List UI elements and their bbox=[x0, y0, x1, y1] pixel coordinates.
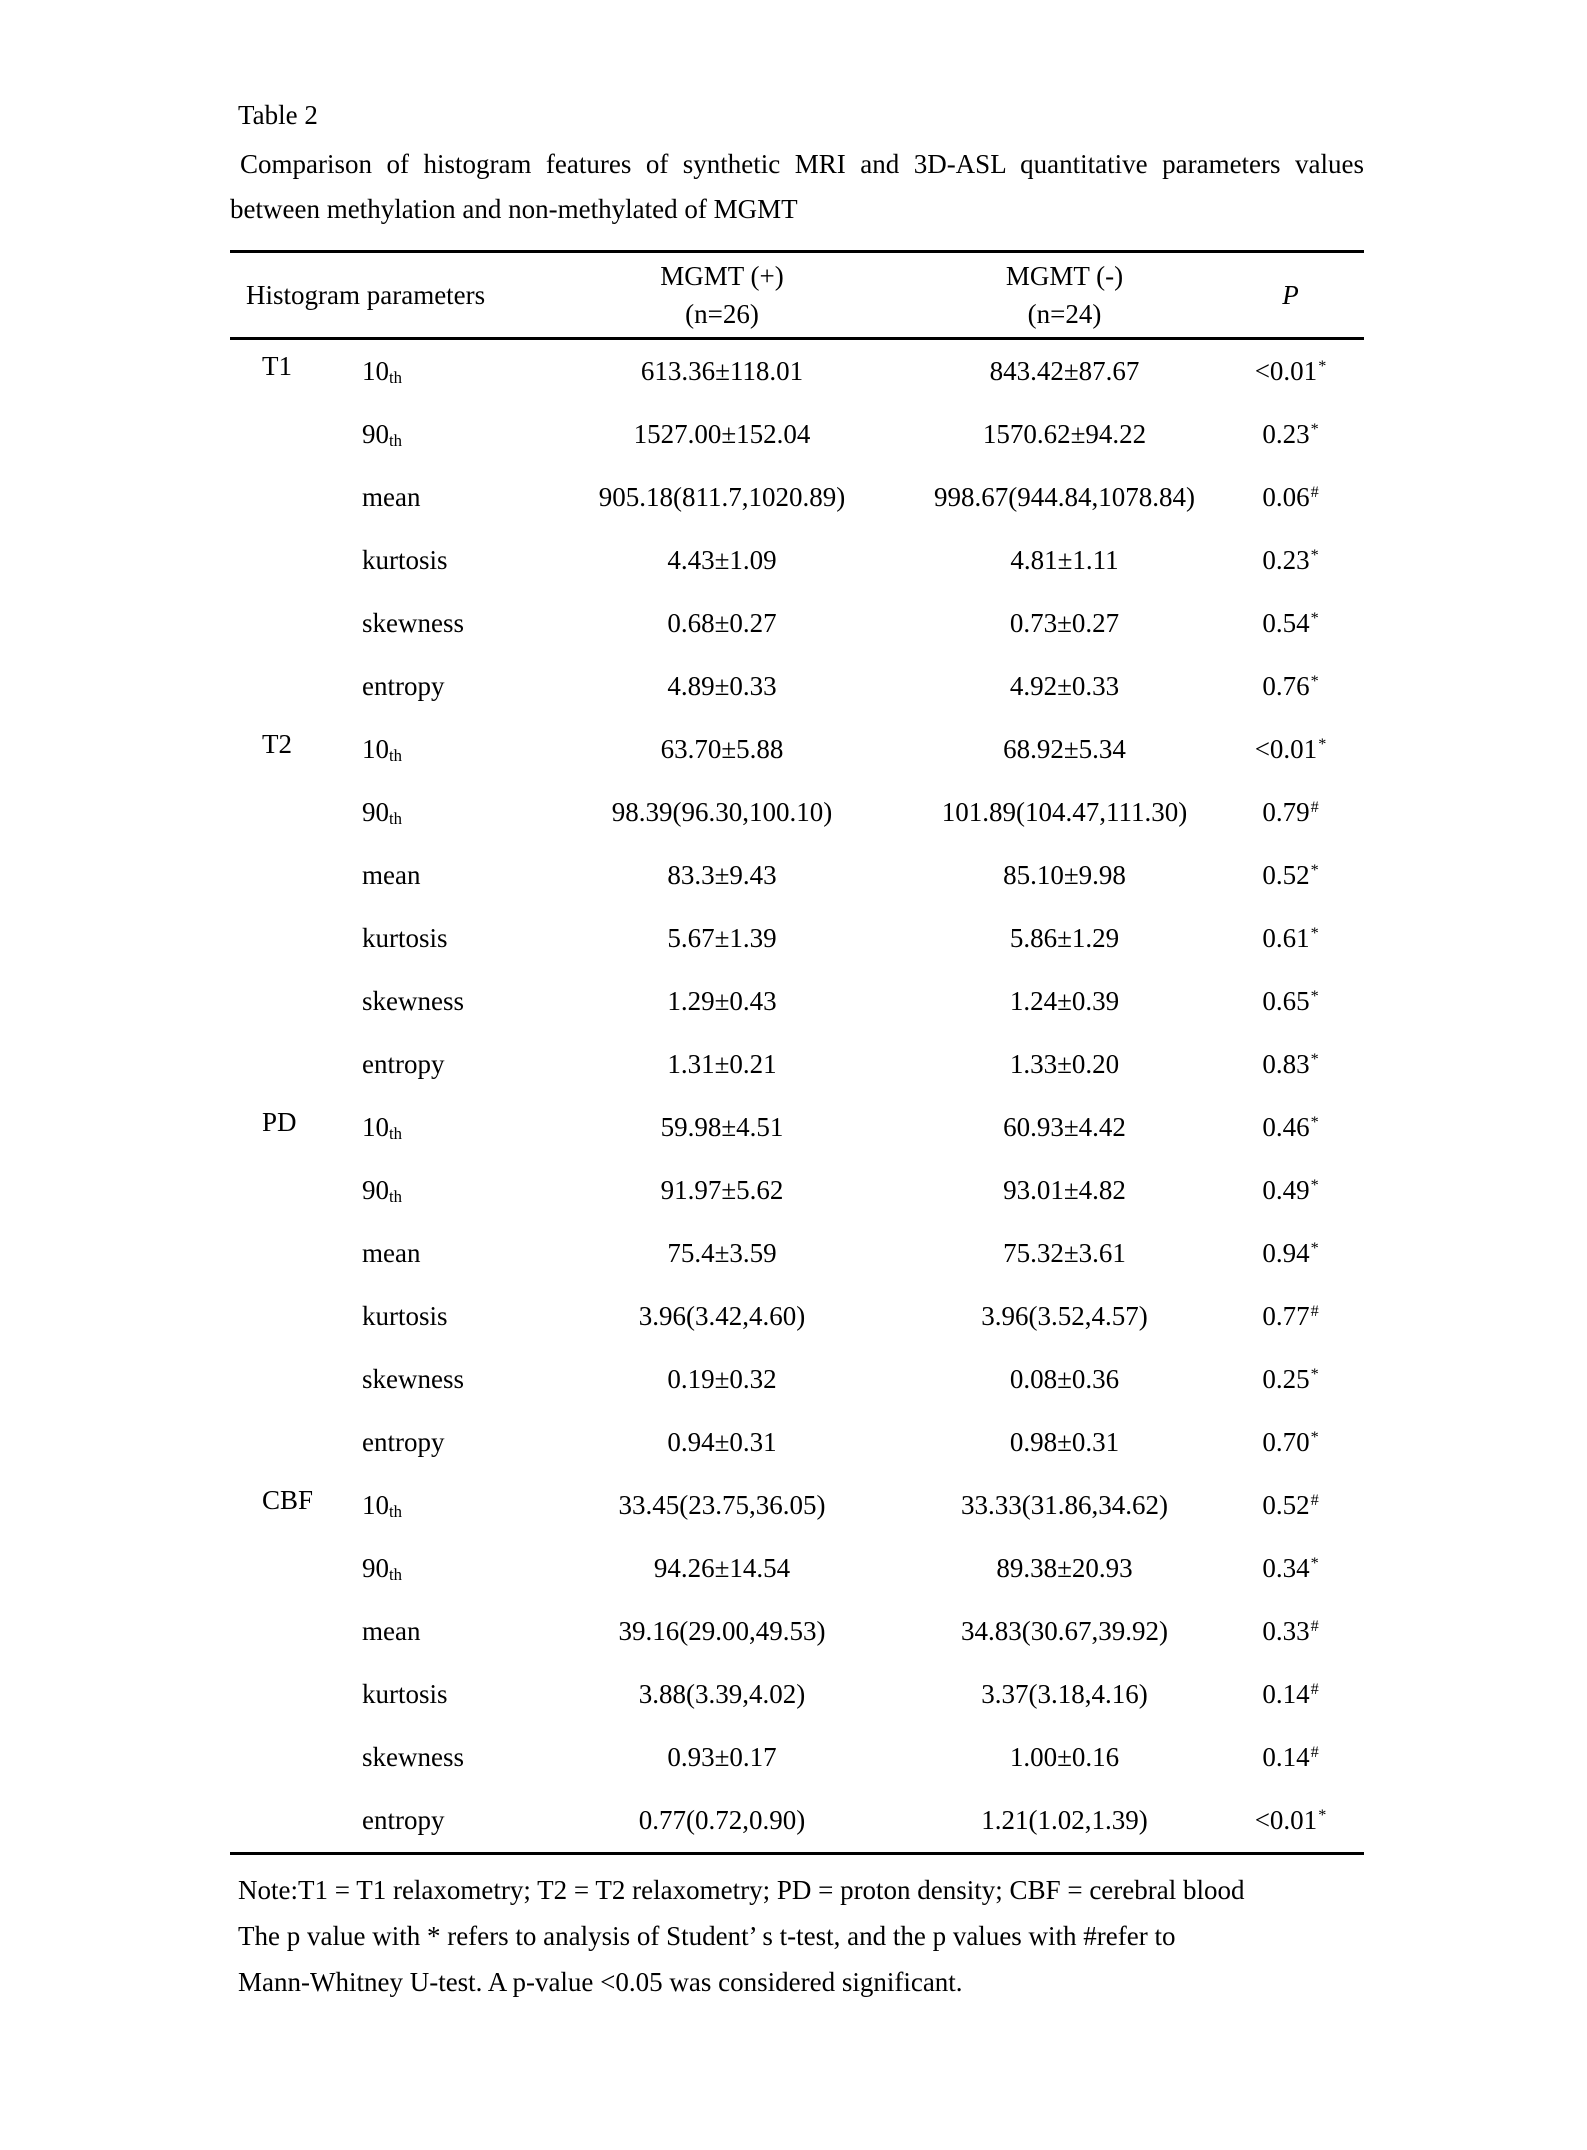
param-text: 90 bbox=[362, 797, 389, 827]
table-row bbox=[230, 1411, 1364, 1474]
header-mgmt-positive bbox=[532, 257, 912, 333]
p-value bbox=[1217, 1427, 1364, 1458]
p-text: 0.49 bbox=[1262, 1175, 1310, 1205]
param-text: mean bbox=[362, 860, 421, 890]
param-label bbox=[362, 1805, 532, 1836]
mgmt-negative-value: 89.38±20.93 bbox=[996, 1553, 1133, 1583]
p-text: <0.01 bbox=[1254, 356, 1318, 386]
param-label bbox=[362, 1616, 532, 1647]
p-value bbox=[1217, 797, 1364, 828]
table-row bbox=[230, 466, 1364, 529]
param-label bbox=[362, 986, 532, 1017]
param-subscript: th bbox=[389, 809, 403, 828]
p-text: 0.61 bbox=[1262, 923, 1310, 953]
p-superscript: * bbox=[1310, 1554, 1319, 1573]
p-superscript: # bbox=[1310, 483, 1319, 502]
mgmt-negative-value: 1.24±0.39 bbox=[1009, 986, 1120, 1016]
section-label-pd: PD bbox=[262, 1107, 297, 1137]
param-label bbox=[362, 356, 532, 387]
p-superscript: * bbox=[1318, 357, 1327, 376]
p-value bbox=[1217, 1238, 1364, 1269]
param-subscript: th bbox=[389, 368, 403, 387]
p-value bbox=[1217, 1175, 1364, 1206]
p-text: 0.83 bbox=[1262, 1049, 1310, 1079]
p-value bbox=[1217, 671, 1364, 702]
table-row bbox=[230, 1222, 1364, 1285]
header-p: P bbox=[1282, 279, 1299, 310]
page-content bbox=[230, 98, 1364, 2005]
section-label-cbf: CBF bbox=[262, 1485, 314, 1515]
param-label bbox=[362, 860, 532, 891]
p-superscript: # bbox=[1310, 1617, 1319, 1636]
p-value bbox=[1217, 482, 1364, 513]
param-label bbox=[362, 545, 532, 576]
p-superscript: * bbox=[1310, 1365, 1319, 1384]
mgmt-negative-value: 34.83(30.67,39.92) bbox=[961, 1616, 1168, 1646]
p-value bbox=[1217, 1742, 1364, 1773]
param-text: entropy bbox=[362, 1427, 445, 1457]
table-row bbox=[230, 1537, 1364, 1600]
table-row bbox=[230, 655, 1364, 718]
p-text: 0.77 bbox=[1262, 1301, 1310, 1331]
mgmt-positive-value: 63.70±5.88 bbox=[660, 734, 784, 764]
param-text: 90 bbox=[362, 1175, 389, 1205]
mgmt-negative-value: 68.92±5.34 bbox=[1003, 734, 1126, 764]
table-row bbox=[230, 844, 1364, 907]
table-row bbox=[230, 592, 1364, 655]
p-value bbox=[1217, 1805, 1364, 1836]
table-row bbox=[230, 970, 1364, 1033]
mgmt-positive-value: 1.31±0.21 bbox=[667, 1049, 777, 1079]
table-row bbox=[230, 1348, 1364, 1411]
table-row bbox=[230, 1285, 1364, 1348]
mgmt-negative-value: 3.37(3.18,4.16) bbox=[981, 1679, 1148, 1709]
param-label bbox=[362, 797, 532, 828]
p-superscript: * bbox=[1310, 420, 1319, 439]
p-superscript: * bbox=[1318, 1806, 1327, 1825]
mgmt-positive-value: 1.29±0.43 bbox=[667, 986, 777, 1016]
p-superscript: * bbox=[1310, 1239, 1319, 1258]
p-superscript: * bbox=[1318, 735, 1327, 754]
mgmt-negative-value: 0.73±0.27 bbox=[1009, 608, 1120, 638]
param-label bbox=[362, 923, 532, 954]
p-value bbox=[1217, 545, 1364, 576]
mgmt-positive-value: 33.45(23.75,36.05) bbox=[618, 1490, 826, 1520]
mgmt-negative-value: 1.00±0.16 bbox=[1009, 1742, 1120, 1772]
param-label bbox=[362, 1553, 532, 1584]
param-text: mean bbox=[362, 1238, 421, 1268]
p-superscript: # bbox=[1310, 1743, 1319, 1762]
p-superscript: # bbox=[1310, 1680, 1319, 1699]
p-text: 0.46 bbox=[1262, 1112, 1310, 1142]
caption-line-1: Comparison of histogram features of synthetic MRI and 3D-ASL quantitative parameters values bbox=[240, 149, 1364, 179]
table-row bbox=[230, 403, 1364, 466]
data-table bbox=[230, 250, 1364, 1855]
param-label bbox=[362, 1049, 532, 1080]
param-text: skewness bbox=[362, 1742, 464, 1772]
param-label bbox=[362, 1301, 532, 1332]
p-text: 0.06 bbox=[1262, 482, 1310, 512]
note-line-1: Note:T1 = T1 relaxometry; T2 = T2 relaxometry; PD = proton density; CBF = cerebral blood bbox=[238, 1875, 1245, 1905]
mgmt-negative-value: 75.32±3.61 bbox=[1003, 1238, 1126, 1268]
table-row bbox=[230, 781, 1364, 844]
param-subscript: th bbox=[389, 746, 403, 765]
p-value bbox=[1217, 860, 1364, 891]
mgmt-positive-value: 0.77(0.72,0.90) bbox=[638, 1805, 806, 1835]
header-mgmt-negative-name: MGMT (-) bbox=[1005, 261, 1124, 291]
mgmt-positive-value: 83.3±9.43 bbox=[667, 860, 777, 890]
mgmt-negative-value: 101.89(104.47,111.30) bbox=[941, 797, 1188, 827]
mgmt-negative-value: 1.21(1.02,1.39) bbox=[981, 1805, 1148, 1835]
p-text: 0.94 bbox=[1262, 1238, 1310, 1268]
param-label bbox=[362, 419, 532, 450]
p-value bbox=[1217, 1553, 1364, 1584]
header-mgmt-negative bbox=[912, 257, 1217, 333]
param-text: mean bbox=[362, 482, 421, 512]
p-text: 0.76 bbox=[1262, 671, 1310, 701]
p-text: 0.54 bbox=[1262, 608, 1310, 638]
table-row bbox=[230, 1474, 1364, 1537]
table-row bbox=[230, 718, 1364, 781]
mgmt-positive-value: 0.94±0.31 bbox=[667, 1427, 777, 1457]
param-label bbox=[362, 1742, 532, 1773]
p-value bbox=[1217, 608, 1364, 639]
param-text: kurtosis bbox=[362, 1301, 448, 1331]
note-line-2: The p value with * refers to analysis of Student’ s t-test, and the p values with #refer to bbox=[238, 1921, 1176, 1951]
param-text: kurtosis bbox=[362, 923, 448, 953]
table-row bbox=[230, 1789, 1364, 1852]
mgmt-negative-value: 93.01±4.82 bbox=[1003, 1175, 1126, 1205]
p-text: 0.52 bbox=[1262, 1490, 1310, 1520]
mgmt-positive-value: 0.93±0.17 bbox=[667, 1742, 777, 1772]
mgmt-positive-value: 3.96(3.42,4.60) bbox=[638, 1301, 806, 1331]
param-text: 90 bbox=[362, 1553, 389, 1583]
table-row bbox=[230, 1600, 1364, 1663]
p-superscript: * bbox=[1310, 1113, 1319, 1132]
p-superscript: * bbox=[1310, 546, 1319, 565]
section-label-t1: T1 bbox=[262, 351, 292, 381]
p-text: 0.23 bbox=[1262, 419, 1310, 449]
param-text: entropy bbox=[362, 1805, 445, 1835]
p-superscript: # bbox=[1310, 798, 1319, 817]
mgmt-positive-value: 1527.00±152.04 bbox=[633, 419, 811, 449]
mgmt-negative-value: 33.33(31.86,34.62) bbox=[961, 1490, 1168, 1520]
mgmt-positive-value: 91.97±5.62 bbox=[660, 1175, 784, 1205]
param-text: kurtosis bbox=[362, 1679, 448, 1709]
table-row bbox=[230, 1033, 1364, 1096]
param-subscript: th bbox=[389, 1187, 403, 1206]
param-text: skewness bbox=[362, 1364, 464, 1394]
param-subscript: th bbox=[389, 1565, 403, 1584]
table-body bbox=[230, 340, 1364, 1852]
note-line-3: Mann-Whitney U-test. A p-value <0.05 was considered significant. bbox=[238, 1967, 963, 1997]
p-value bbox=[1217, 1364, 1364, 1395]
p-superscript: * bbox=[1310, 1428, 1319, 1447]
param-text: entropy bbox=[362, 1049, 445, 1079]
param-text: skewness bbox=[362, 986, 464, 1016]
mgmt-positive-value: 3.88(3.39,4.02) bbox=[638, 1679, 806, 1709]
mgmt-negative-value: 843.42±87.67 bbox=[989, 356, 1140, 386]
mgmt-positive-value: 613.36±118.01 bbox=[640, 356, 804, 386]
mgmt-negative-value: 0.98±0.31 bbox=[1009, 1427, 1120, 1457]
param-label bbox=[362, 1112, 532, 1143]
mgmt-negative-value: 998.67(944.84,1078.84) bbox=[934, 482, 1195, 512]
mgmt-negative-value: 3.96(3.52,4.57) bbox=[981, 1301, 1148, 1331]
caption-line-2: between methylation and non-methylated of MGMT bbox=[230, 194, 798, 224]
param-label bbox=[362, 1364, 532, 1395]
mgmt-positive-value: 0.68±0.27 bbox=[667, 608, 777, 638]
p-text: 0.65 bbox=[1262, 986, 1310, 1016]
table-caption bbox=[230, 142, 1364, 232]
param-text: 10 bbox=[362, 1112, 389, 1142]
mgmt-positive-value: 4.89±0.33 bbox=[667, 671, 777, 701]
mgmt-negative-value: 4.92±0.33 bbox=[1009, 671, 1120, 701]
param-label bbox=[362, 1238, 532, 1269]
param-text: 10 bbox=[362, 1490, 389, 1520]
p-text: <0.01 bbox=[1254, 734, 1318, 764]
p-superscript: * bbox=[1310, 672, 1319, 691]
param-label bbox=[362, 734, 532, 765]
p-text: 0.33 bbox=[1262, 1616, 1310, 1646]
p-text: <0.01 bbox=[1254, 1805, 1318, 1835]
param-label bbox=[362, 1679, 532, 1710]
table-note bbox=[230, 1867, 1364, 2005]
mgmt-positive-value: 39.16(29.00,49.53) bbox=[618, 1616, 826, 1646]
mgmt-negative-value: 85.10±9.98 bbox=[1003, 860, 1126, 890]
param-label bbox=[362, 1490, 532, 1521]
p-value bbox=[1217, 1049, 1364, 1080]
param-label bbox=[362, 608, 532, 639]
p-superscript: # bbox=[1310, 1302, 1319, 1321]
mgmt-negative-value: 4.81±1.11 bbox=[1010, 545, 1119, 575]
param-text: kurtosis bbox=[362, 545, 448, 575]
table-header-row bbox=[230, 253, 1364, 340]
mgmt-positive-value: 4.43±1.09 bbox=[667, 545, 777, 575]
p-superscript: * bbox=[1310, 861, 1319, 880]
p-value bbox=[1217, 734, 1364, 765]
p-text: 0.23 bbox=[1262, 545, 1310, 575]
p-value bbox=[1217, 419, 1364, 450]
header-mgmt-positive-name: MGMT (+) bbox=[660, 261, 784, 291]
mgmt-negative-value: 60.93±4.42 bbox=[1003, 1112, 1126, 1142]
p-text: 0.52 bbox=[1262, 860, 1310, 890]
mgmt-positive-value: 905.18(811.7,1020.89) bbox=[598, 482, 846, 512]
param-subscript: th bbox=[389, 1502, 403, 1521]
p-value bbox=[1217, 986, 1364, 1017]
mgmt-negative-value: 1.33±0.20 bbox=[1009, 1049, 1120, 1079]
mgmt-negative-value: 0.08±0.36 bbox=[1009, 1364, 1120, 1394]
mgmt-positive-value: 5.67±1.39 bbox=[667, 923, 777, 953]
p-value bbox=[1217, 1112, 1364, 1143]
p-superscript: * bbox=[1310, 1176, 1319, 1195]
header-histogram-parameters: Histogram parameters bbox=[246, 279, 486, 310]
p-text: 0.25 bbox=[1262, 1364, 1310, 1394]
table-row bbox=[230, 907, 1364, 970]
param-label bbox=[362, 482, 532, 513]
mgmt-negative-value: 5.86±1.29 bbox=[1009, 923, 1120, 953]
table-row bbox=[230, 1663, 1364, 1726]
p-value bbox=[1217, 1490, 1364, 1521]
p-superscript: * bbox=[1310, 1050, 1319, 1069]
param-text: 10 bbox=[362, 356, 389, 386]
p-value bbox=[1217, 1679, 1364, 1710]
table-row bbox=[230, 340, 1364, 403]
p-superscript: # bbox=[1310, 1491, 1319, 1510]
table-label: Table 2 bbox=[238, 100, 318, 130]
p-text: 0.79 bbox=[1262, 797, 1310, 827]
mgmt-positive-value: 75.4±3.59 bbox=[667, 1238, 777, 1268]
mgmt-positive-value: 98.39(96.30,100.10) bbox=[611, 797, 833, 827]
table-row bbox=[230, 1096, 1364, 1159]
p-superscript: * bbox=[1310, 987, 1319, 1006]
mgmt-negative-value: 1570.62±94.22 bbox=[982, 419, 1147, 449]
param-label bbox=[362, 1427, 532, 1458]
p-text: 0.14 bbox=[1262, 1742, 1310, 1772]
p-text: 0.70 bbox=[1262, 1427, 1310, 1457]
param-text: skewness bbox=[362, 608, 464, 638]
table-row bbox=[230, 529, 1364, 592]
mgmt-positive-value: 0.19±0.32 bbox=[667, 1364, 777, 1394]
param-label bbox=[362, 671, 532, 702]
p-text: 0.34 bbox=[1262, 1553, 1310, 1583]
param-text: entropy bbox=[362, 671, 445, 701]
p-superscript: * bbox=[1310, 609, 1319, 628]
param-subscript: th bbox=[389, 431, 403, 450]
p-value bbox=[1217, 1616, 1364, 1647]
param-subscript: th bbox=[389, 1124, 403, 1143]
mgmt-positive-value: 94.26±14.54 bbox=[653, 1553, 791, 1583]
param-text: 90 bbox=[362, 419, 389, 449]
p-value bbox=[1217, 356, 1364, 387]
param-text: mean bbox=[362, 1616, 421, 1646]
header-mgmt-negative-n: (n=24) bbox=[1027, 299, 1102, 329]
param-text: 10 bbox=[362, 734, 389, 764]
table-row bbox=[230, 1726, 1364, 1789]
p-superscript: * bbox=[1310, 924, 1319, 943]
p-text: 0.14 bbox=[1262, 1679, 1310, 1709]
mgmt-positive-value: 59.98±4.51 bbox=[660, 1112, 784, 1142]
table-row bbox=[230, 1159, 1364, 1222]
param-label bbox=[362, 1175, 532, 1206]
section-label-t2: T2 bbox=[262, 729, 292, 759]
header-mgmt-positive-n: (n=26) bbox=[685, 299, 759, 329]
p-value bbox=[1217, 923, 1364, 954]
p-value bbox=[1217, 1301, 1364, 1332]
